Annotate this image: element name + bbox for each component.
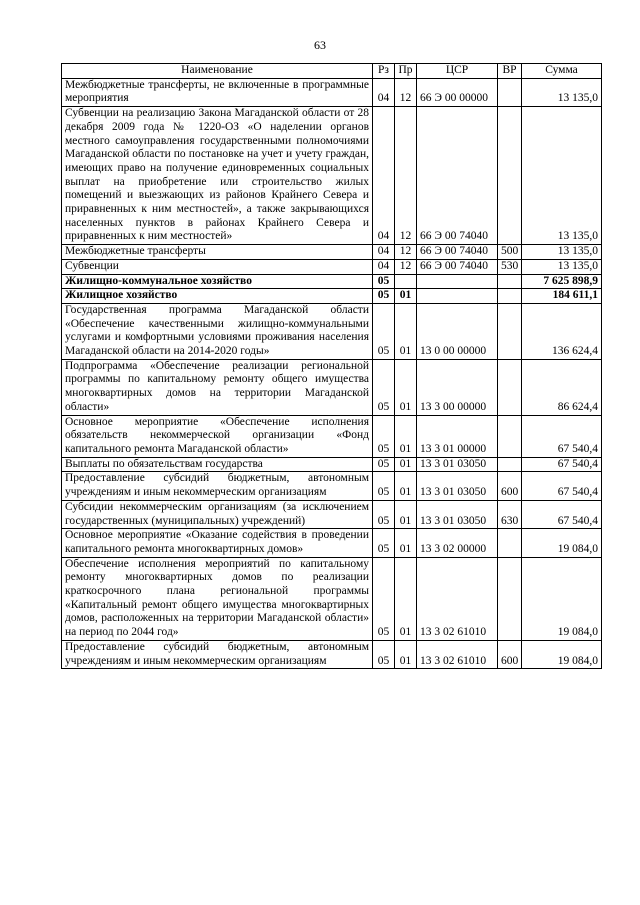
- cell-csr: 66 Э 00 74040: [417, 245, 498, 260]
- cell-sum: 184 611,1: [522, 289, 602, 304]
- table-row: [62, 529, 602, 557]
- table-row: [62, 640, 602, 668]
- cell-name: Предоставление субсидий бюджетным, автономным учреждениям и иным некоммерческим организациям: [62, 640, 373, 668]
- cell-name: Межбюджетные трансферты, не включенные в программные мероприятия: [62, 78, 373, 106]
- cell-pr: 01: [395, 472, 417, 500]
- cell-rz: 05: [373, 359, 395, 415]
- table-row: [62, 472, 602, 500]
- cell-sum: 67 540,4: [522, 472, 602, 500]
- cell-rz: 04: [373, 245, 395, 260]
- cell-vr: [498, 415, 522, 457]
- table-row: [62, 107, 602, 245]
- cell-sum: 67 540,4: [522, 457, 602, 472]
- cell-rz: 05: [373, 457, 395, 472]
- cell-rz: 05: [373, 274, 395, 289]
- cell-vr: [498, 457, 522, 472]
- cell-rz: 05: [373, 303, 395, 359]
- table-row: [62, 274, 602, 289]
- cell-vr: [498, 303, 522, 359]
- cell-pr: 01: [395, 500, 417, 528]
- cell-pr: 01: [395, 640, 417, 668]
- cell-vr: 630: [498, 500, 522, 528]
- cell-rz: 05: [373, 557, 395, 640]
- cell-sum: 7 625 898,9: [522, 274, 602, 289]
- cell-csr: 13 3 02 00000: [417, 529, 498, 557]
- cell-sum: 13 135,0: [522, 78, 602, 106]
- cell-csr: 13 3 00 00000: [417, 359, 498, 415]
- cell-pr: 01: [395, 289, 417, 304]
- cell-csr: [417, 274, 498, 289]
- cell-rz: 05: [373, 500, 395, 528]
- header-csr: ЦСР: [417, 64, 498, 79]
- cell-sum: 86 624,4: [522, 359, 602, 415]
- cell-rz: 04: [373, 107, 395, 245]
- cell-name: Жилищно-коммунальное хозяйство: [62, 274, 373, 289]
- cell-sum: 13 135,0: [522, 107, 602, 245]
- cell-rz: 04: [373, 78, 395, 106]
- cell-name: Предоставление субсидий бюджетным, автономным учреждениям и иным некоммерческим организациям: [62, 472, 373, 500]
- cell-sum: 19 084,0: [522, 640, 602, 668]
- cell-vr: [498, 529, 522, 557]
- cell-vr: [498, 274, 522, 289]
- cell-vr: 530: [498, 259, 522, 274]
- cell-name: Субвенции на реализацию Закона Магаданской области от 28 декабря 2009 года № 1220-ОЗ «О наделении органов местного самоуправления государственными полномочиями Магаданской области по постановке на учет и учету граждан, имеющих право на получение единовременных социальных выплат на приобретение или строительство жилых помещений и выезжающих из районов Крайнего Севера и приравненных к ним местностей», а также закрывающихся населенных пунктов в районах Крайнего Севера и приравненных к ним местностей»: [62, 107, 373, 245]
- table-row: [62, 415, 602, 457]
- cell-rz: 05: [373, 289, 395, 304]
- cell-pr: 12: [395, 245, 417, 260]
- cell-pr: 01: [395, 303, 417, 359]
- cell-sum: 19 084,0: [522, 529, 602, 557]
- cell-sum: 13 135,0: [522, 245, 602, 260]
- cell-csr: 66 Э 00 74040: [417, 107, 498, 245]
- table-row: [62, 78, 602, 106]
- cell-name: Государственная программа Магаданской области «Обеспечение качественными жилищно-коммунальными услугами и комфортными условиями проживания населения Магаданской области на 2014-2020 годы»: [62, 303, 373, 359]
- cell-vr: [498, 107, 522, 245]
- cell-pr: 01: [395, 415, 417, 457]
- cell-sum: 19 084,0: [522, 557, 602, 640]
- table-body: [62, 78, 602, 669]
- cell-name: Обеспечение исполнения мероприятий по капитальному ремонту многоквартирных домов по реализации краткосрочного плана региональной программы «Капитальный ремонт общего имущества многоквартирных домов, расположенных на территории Магаданской области» на период по 2044 год»: [62, 557, 373, 640]
- table-row: [62, 500, 602, 528]
- cell-vr: 600: [498, 640, 522, 668]
- cell-vr: [498, 557, 522, 640]
- cell-name: Субвенции: [62, 259, 373, 274]
- cell-rz: 05: [373, 415, 395, 457]
- cell-name: Основное мероприятие «Оказание содействия в проведении капитального ремонта многоквартирных домов»: [62, 529, 373, 557]
- page-number: 63: [314, 38, 326, 52]
- table-row: [62, 457, 602, 472]
- cell-name: Межбюджетные трансферты: [62, 245, 373, 260]
- table-header-row: [62, 64, 602, 79]
- header-vr: ВР: [498, 64, 522, 79]
- table-row: [62, 303, 602, 359]
- cell-name: Субсидии некоммерческим организациям (за исключением государственных (муниципальных) учреждений): [62, 500, 373, 528]
- header-sum: Сумма: [522, 64, 602, 79]
- cell-name: Жилищное хозяйство: [62, 289, 373, 304]
- header-name: Наименование: [62, 64, 373, 79]
- cell-csr: 13 3 01 03050: [417, 472, 498, 500]
- cell-pr: 01: [395, 457, 417, 472]
- cell-pr: 12: [395, 259, 417, 274]
- cell-pr: [395, 274, 417, 289]
- cell-pr: 01: [395, 557, 417, 640]
- cell-csr: 13 3 01 03050: [417, 500, 498, 528]
- cell-rz: 05: [373, 529, 395, 557]
- cell-vr: 500: [498, 245, 522, 260]
- cell-name: Выплаты по обязательствам государства: [62, 457, 373, 472]
- cell-pr: 12: [395, 78, 417, 106]
- cell-sum: 136 624,4: [522, 303, 602, 359]
- table-row: [62, 557, 602, 640]
- header-rz: Рз: [373, 64, 395, 79]
- cell-pr: 01: [395, 359, 417, 415]
- cell-pr: 01: [395, 529, 417, 557]
- cell-rz: 05: [373, 472, 395, 500]
- cell-rz: 04: [373, 259, 395, 274]
- cell-vr: 600: [498, 472, 522, 500]
- cell-csr: 13 3 02 61010: [417, 557, 498, 640]
- table-row: [62, 359, 602, 415]
- table-row: [62, 245, 602, 260]
- cell-csr: [417, 289, 498, 304]
- cell-csr: 66 Э 00 00000: [417, 78, 498, 106]
- cell-sum: 13 135,0: [522, 259, 602, 274]
- cell-name: Подпрограмма «Обеспечение реализации региональной программы по капитальному ремонту общего имущества многоквартирных домов на территории Магаданской области»: [62, 359, 373, 415]
- cell-csr: 66 Э 00 74040: [417, 259, 498, 274]
- cell-sum: 67 540,4: [522, 500, 602, 528]
- cell-csr: 13 0 00 00000: [417, 303, 498, 359]
- cell-pr: 12: [395, 107, 417, 245]
- header-pr: Пр: [395, 64, 417, 79]
- cell-rz: 05: [373, 640, 395, 668]
- budget-table: [61, 63, 602, 669]
- cell-csr: 13 3 01 00000: [417, 415, 498, 457]
- cell-sum: 67 540,4: [522, 415, 602, 457]
- cell-csr: 13 3 02 61010: [417, 640, 498, 668]
- cell-csr: 13 3 01 03050: [417, 457, 498, 472]
- table-row: [62, 289, 602, 304]
- cell-vr: [498, 289, 522, 304]
- table-row: [62, 259, 602, 274]
- cell-vr: [498, 359, 522, 415]
- cell-name: Основное мероприятие «Обеспечение исполнения обязательств некоммерческой организации «Фонд капитального ремонта Магаданской области»: [62, 415, 373, 457]
- cell-vr: [498, 78, 522, 106]
